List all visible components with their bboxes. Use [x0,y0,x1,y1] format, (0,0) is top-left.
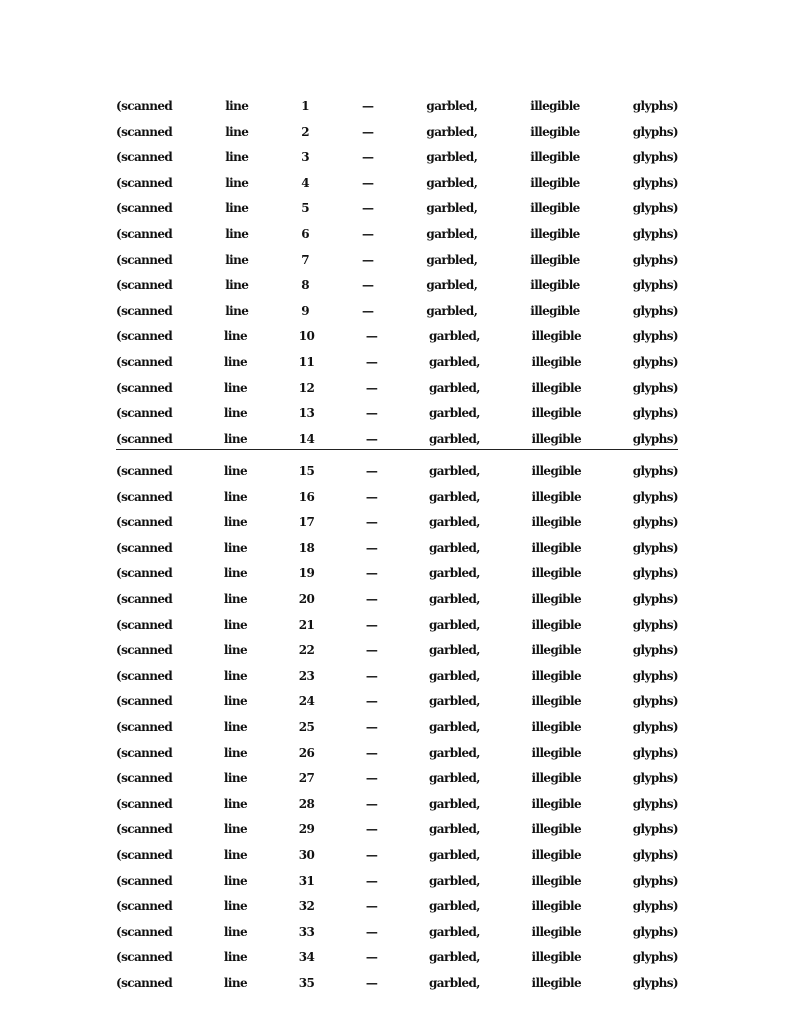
text-line: (scanned line 4 — garbled, illegible glyphs) [116,175,678,190]
text-line: (scanned line 34 — garbled, illegible glyphs) [116,950,678,965]
text-line: (scanned line 23 — garbled, illegible glyphs) [116,668,678,683]
text-line: (scanned line 12 — garbled, illegible glyphs) [116,380,678,395]
text-line: (scanned line 1 — garbled, illegible glyphs) [116,99,678,113]
section-divider [116,449,678,450]
text-line: (scanned line 22 — garbled, illegible glyphs) [116,643,678,658]
text-line: (scanned line 25 — garbled, illegible glyphs) [116,719,678,734]
text-line: (scanned line 24 — garbled, illegible glyphs) [116,694,678,709]
text-line: (scanned line 13 — garbled, illegible glyphs) [116,406,678,421]
text-line: (scanned line 30 — garbled, illegible glyphs) [116,847,678,862]
text-line: (scanned line 28 — garbled, illegible glyphs) [116,796,678,811]
text-line: (scanned line 16 — garbled, illegible glyphs) [116,489,678,504]
text-line: (scanned line 26 — garbled, illegible glyphs) [116,745,678,760]
text-line: (scanned line 3 — garbled, illegible glyphs) [116,150,678,165]
text-line: (scanned line 27 — garbled, illegible glyphs) [116,771,678,786]
text-line: (scanned line 17 — garbled, illegible glyphs) [116,515,678,530]
text-line: (scanned line 33 — garbled, illegible glyphs) [116,924,678,939]
text-line: (scanned line 5 — garbled, illegible glyphs) [116,201,678,216]
text-line: (scanned line 14 — garbled, illegible glyphs) [116,431,678,446]
text-line: (scanned line 10 — garbled, illegible glyphs) [116,329,678,344]
text-line: (scanned line 9 — garbled, illegible glyphs) [116,303,678,318]
text-line: (scanned line 15 — garbled, illegible glyphs) [116,464,678,478]
paragraph-2 [116,459,678,996]
text-line: (scanned line 20 — garbled, illegible glyphs) [116,591,678,606]
text-line: (scanned line 2 — garbled, illegible glyphs) [116,124,678,139]
text-line: (scanned line 35 — garbled, illegible glyphs) [116,975,678,990]
text-line: (scanned line 7 — garbled, illegible glyphs) [116,252,678,267]
text-line: (scanned line 32 — garbled, illegible glyphs) [116,899,678,914]
text-line: (scanned line 29 — garbled, illegible glyphs) [116,822,678,837]
text-line: (scanned line 19 — garbled, illegible glyphs) [116,566,678,581]
text-line: (scanned line 18 — garbled, illegible glyphs) [116,540,678,555]
text-line: (scanned line 31 — garbled, illegible glyphs) [116,873,678,888]
paragraph-1 [116,94,678,452]
text-line: (scanned line 6 — garbled, illegible glyphs) [116,226,678,241]
text-line: (scanned line 11 — garbled, illegible glyphs) [116,354,678,369]
text-line: (scanned line 8 — garbled, illegible glyphs) [116,278,678,293]
text-line: (scanned line 21 — garbled, illegible glyphs) [116,617,678,632]
